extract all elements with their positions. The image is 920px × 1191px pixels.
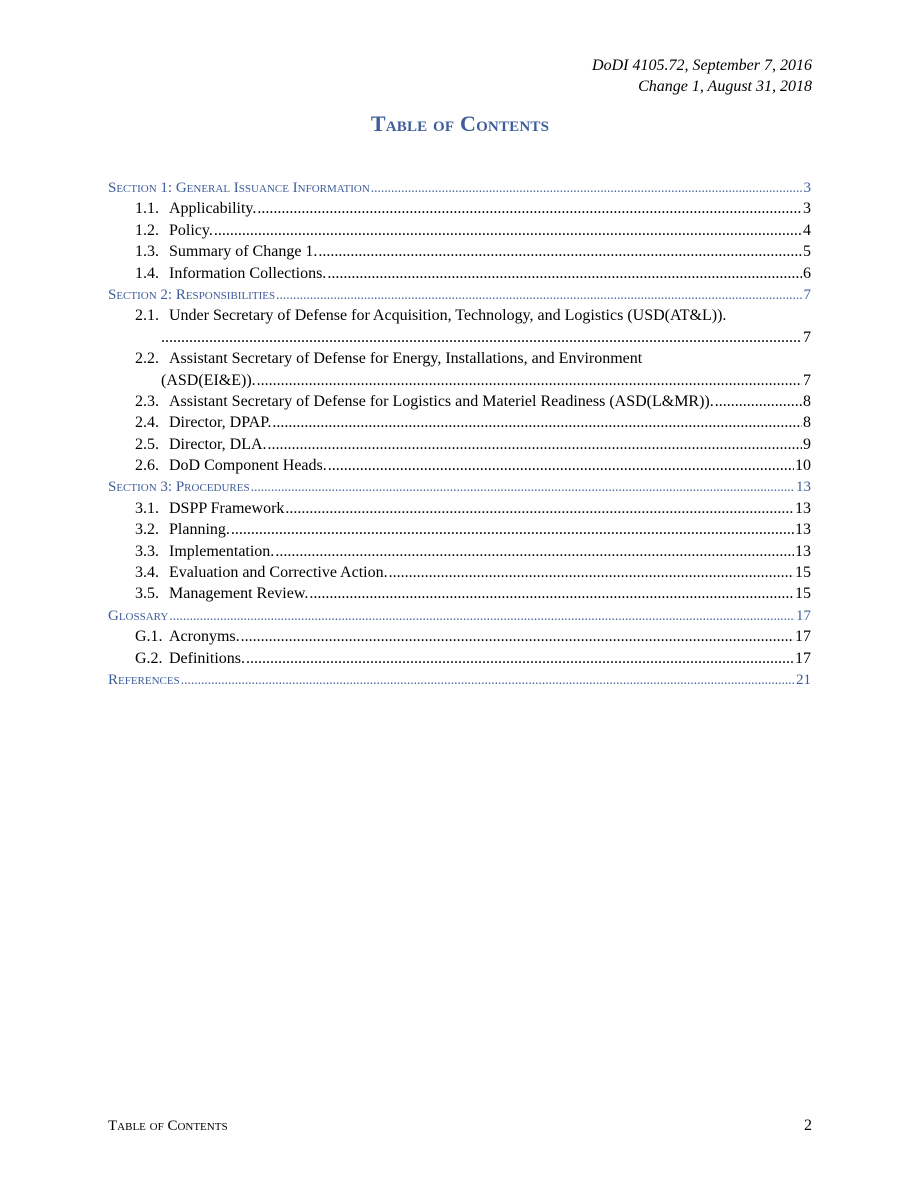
header-line-2: Change 1, August 31, 2018 (638, 78, 812, 95)
toc-page: 3 (803, 200, 811, 218)
toc-page: 4 (803, 221, 811, 239)
toc-page: 9 (803, 435, 811, 453)
toc-label: References (108, 671, 180, 688)
toc-entry-1-4[interactable] (108, 263, 811, 284)
toc-entry-g-2[interactable] (108, 648, 811, 669)
toc-entry-2-1-leader[interactable] (108, 327, 811, 348)
toc-number: G.2. (135, 649, 163, 667)
toc-label: Evaluation and Corrective Action. (169, 564, 388, 582)
toc-label: Section 2: Responsibilities (108, 286, 276, 303)
toc-number: 1.2. (135, 221, 159, 239)
toc-label: Acronyms. (169, 628, 240, 646)
toc-label: Director, DLA. (169, 435, 267, 453)
toc-number: 2.2. (135, 350, 159, 368)
page-title: Table of Contents (370, 111, 550, 136)
footer-page-number: 2 (804, 1117, 812, 1134)
toc-label: Information Collections. (169, 264, 327, 282)
toc-entry-3-2[interactable] (108, 519, 811, 540)
toc-page: 13 (796, 479, 811, 496)
toc-entry-g-1[interactable] (108, 626, 811, 647)
toc-entry-1-1[interactable] (108, 198, 811, 219)
toc-references[interactable] (108, 669, 811, 690)
toc-label: Director, DPAP. (169, 414, 272, 432)
toc-entry-1-2[interactable] (108, 220, 811, 241)
document-header (592, 55, 812, 97)
toc-entry-2-6[interactable] (108, 455, 811, 476)
toc-page: 8 (803, 392, 811, 410)
toc-number: 1.3. (135, 243, 159, 261)
toc-label: Assistant Secretary of Defense for Energy, Installations, and Environment (169, 350, 643, 368)
toc-number: G.1. (135, 628, 163, 646)
footer-section-label: Table of Contents (108, 1118, 228, 1134)
toc-label: Implementation. (169, 542, 275, 560)
toc-label: Section 3: Procedures (108, 479, 250, 496)
toc-entry-1-3[interactable] (108, 241, 811, 262)
toc-entry-3-4[interactable] (108, 562, 811, 583)
toc-number: 1.1. (135, 200, 159, 218)
toc-section-2[interactable] (108, 284, 811, 305)
toc-page: 21 (796, 671, 811, 688)
toc-number: 3.4. (135, 564, 159, 582)
toc-label: Assistant Secretary of Defense for Logistics and Materiel Readiness (ASD(L&MR)). (169, 392, 714, 410)
toc-glossary[interactable] (108, 605, 811, 626)
toc-page: 7 (803, 371, 811, 389)
toc-label: Section 1: General Issuance Information (108, 180, 370, 196)
toc-label: Planning. (169, 521, 230, 539)
toc-label: Under Secretary of Defense for Acquisition, Technology, and Logistics (USD(AT&L)). (169, 307, 727, 325)
toc-entry-2-2[interactable] (108, 348, 811, 369)
table-of-contents (108, 177, 811, 690)
toc-number: 2.3. (135, 392, 159, 410)
toc-entry-3-5[interactable] (108, 583, 811, 604)
toc-page: 13 (795, 499, 811, 517)
toc-label: DoD Component Heads. (169, 457, 327, 475)
toc-page: 13 (795, 521, 811, 539)
toc-label: Policy. (169, 221, 213, 239)
toc-entry-2-4[interactable] (108, 412, 811, 433)
toc-page: 17 (796, 607, 811, 624)
toc-number: 3.2. (135, 521, 159, 539)
toc-page: 17 (795, 649, 811, 667)
toc-label: Definitions. (169, 649, 245, 667)
toc-page: 3 (803, 180, 811, 196)
toc-number: 3.1. (135, 499, 159, 517)
toc-section-1[interactable] (108, 177, 811, 198)
toc-label: Glossary (108, 607, 169, 624)
toc-page: 15 (795, 585, 811, 603)
header-line-1: DoDI 4105.72, September 7, 2016 (592, 57, 812, 74)
toc-entry-2-2-cont[interactable] (108, 370, 811, 391)
toc-label: DSPP Framework (169, 499, 285, 517)
toc-page: 7 (803, 328, 811, 346)
toc-number: 2.6. (135, 457, 159, 475)
toc-number: 1.4. (135, 264, 159, 282)
toc-entry-2-5[interactable] (108, 434, 811, 455)
toc-page: 17 (795, 628, 811, 646)
toc-page: 8 (803, 414, 811, 432)
toc-entry-2-1[interactable] (108, 305, 811, 326)
toc-label: Applicability. (169, 200, 257, 218)
toc-page: 15 (795, 564, 811, 582)
toc-page: 13 (795, 542, 811, 560)
toc-label: Summary of Change 1. (169, 243, 318, 261)
toc-number: 2.4. (135, 414, 159, 432)
toc-page: 10 (795, 457, 811, 475)
toc-entry-3-3[interactable] (108, 541, 811, 562)
toc-label-continued: (ASD(EI&E)). (161, 371, 256, 389)
toc-section-3[interactable] (108, 476, 811, 497)
toc-number: 3.5. (135, 585, 159, 603)
toc-label: Management Review. (169, 585, 309, 603)
toc-number: 2.1. (135, 307, 159, 325)
toc-entry-3-1[interactable] (108, 498, 811, 519)
toc-page: 6 (803, 264, 811, 282)
toc-number: 2.5. (135, 435, 159, 453)
toc-number: 3.3. (135, 542, 159, 560)
toc-page: 7 (803, 286, 811, 303)
toc-page: 5 (803, 243, 811, 261)
toc-entry-2-3[interactable] (108, 391, 811, 412)
